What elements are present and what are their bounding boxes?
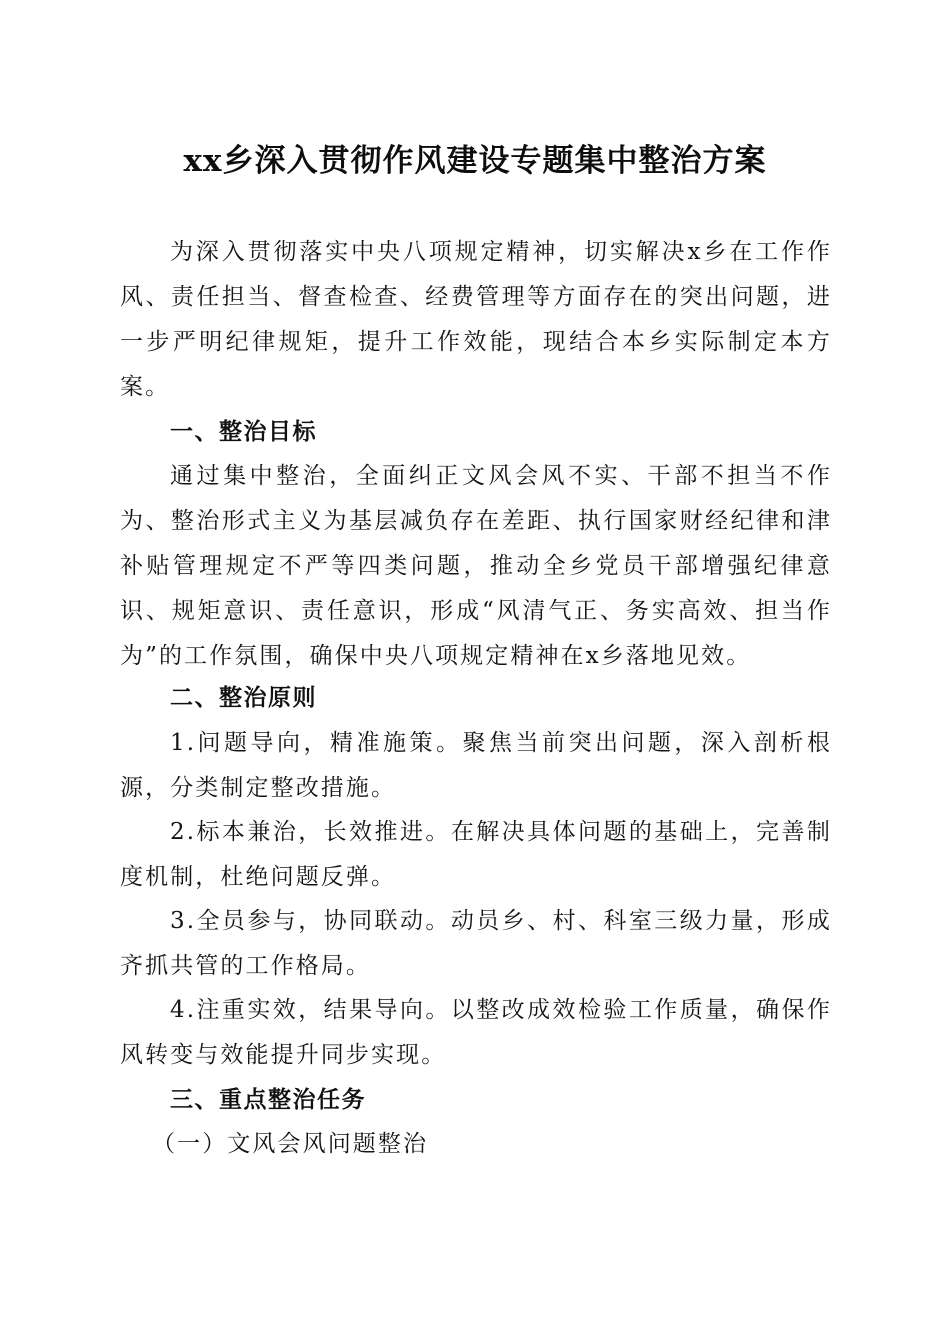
principle-item: 4.注重实效，结果导向。以整改成效检验工作质量，确保作风转变与效能提升同步实现。	[120, 997, 832, 1068]
section-heading-tasks: 三、重点整治任务	[170, 1087, 366, 1113]
goals-paragraph: 通过集中整治，全面纠正文风会风不实、干部不担当不作为、整治形式主义为基层减负存在差距、执行国家财经纪律和津补贴管理规定不严等四类问题，推动全乡党员干部增强纪律意识、规矩意识、责任意识，形成“风清气正、务实高效、担当作为”的工作氛围，确保中央八项规定精神在x乡落地见效。	[120, 463, 832, 669]
section-heading-goals: 一、整治目标	[170, 419, 317, 445]
document-title: xx乡深入贯彻作风建设专题集中整治方案	[183, 143, 767, 179]
subsection-heading: （一）文风会风问题整治	[152, 1131, 429, 1157]
principle-item: 3.全员参与，协同联动。动员乡、村、科室三级力量，形成齐抓共管的工作格局。	[120, 908, 832, 979]
principle-item: 1.问题导向，精准施策。聚焦当前突出问题，深入剖析根源，分类制定整改措施。	[120, 730, 832, 801]
principle-item: 2.标本兼治，长效推进。在解决具体问题的基础上，完善制度机制，杜绝问题反弹。	[120, 819, 832, 890]
section-heading-principles: 二、整治原则	[170, 685, 317, 711]
intro-paragraph: 为深入贯彻落实中央八项规定精神，切实解决x乡在工作作风、责任担当、督查检查、经费管理等方面存在的突出问题，进一步严明纪律规矩，提升工作效能，现结合本乡实际制定本方案。	[120, 239, 832, 400]
